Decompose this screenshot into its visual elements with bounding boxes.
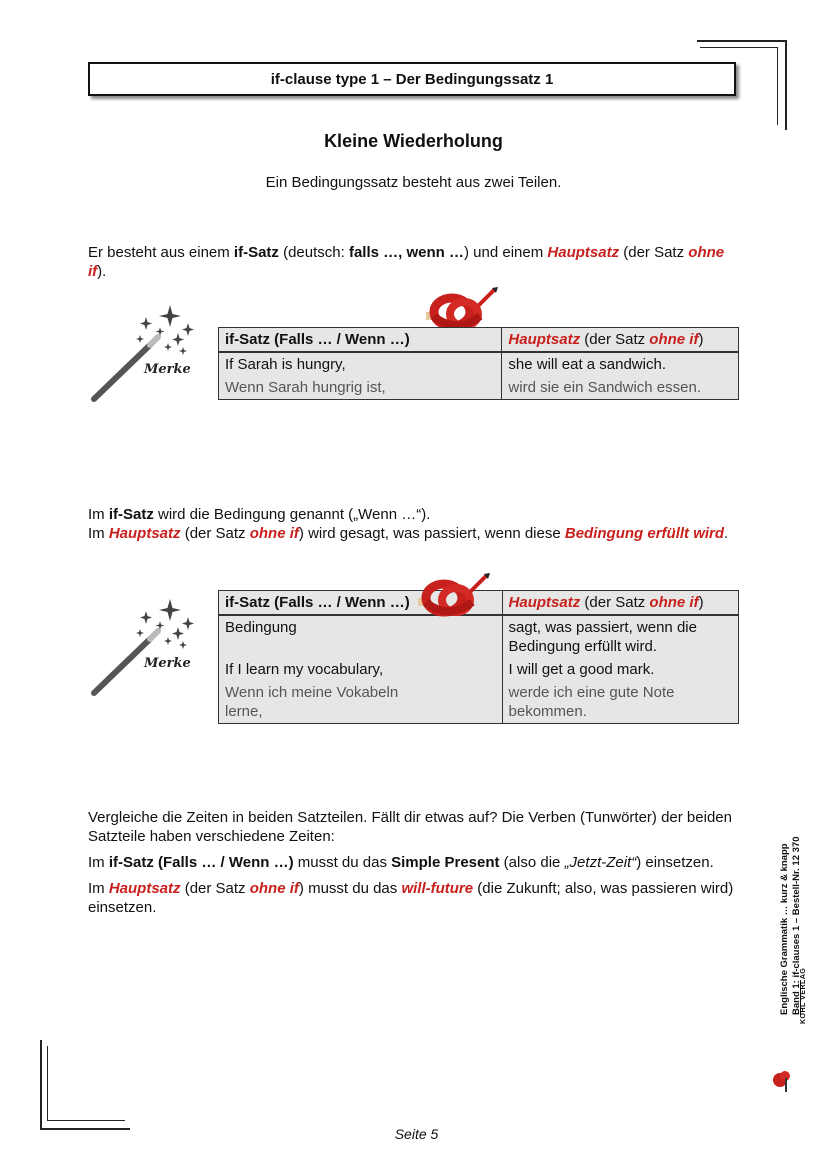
corner-line	[47, 1120, 125, 1121]
title-box	[88, 62, 736, 96]
table-row: Wenn ich meine Vokabeln lerne, werde ich eine gute Note bekommen.	[219, 681, 739, 724]
merke-label: Merke	[144, 362, 191, 377]
page-title: if-clause type 1 – Der Bedingungssatz 1	[270, 70, 554, 88]
table-header-main: Hauptsatz (der Satz ohne if)	[502, 328, 739, 353]
sidebar-line-2: Band 1: if-clauses 1 – Bestell-Nr. 12 370	[791, 836, 802, 1015]
knotted-pencil-icon	[416, 572, 492, 620]
merke-label: Merke	[144, 656, 191, 671]
tree-logo-icon	[770, 1022, 800, 1094]
sidebar-line-1: Englische Grammatik … kurz & knapp	[779, 843, 790, 1015]
table-row: If I learn my vocabulary, I will get a good mark.	[219, 658, 739, 681]
publisher-logo	[770, 967, 807, 1094]
paragraph-1: Er besteht aus einem if-Satz (deutsch: falls …, wenn …) und einem Hauptsatz (der Satz ohne if).	[88, 244, 725, 280]
table-header-main: Hauptsatz (der Satz ohne if)	[502, 591, 738, 616]
corner-line	[700, 47, 778, 48]
table-header-if: if-Satz (Falls … / Wenn …)	[219, 328, 502, 353]
page-number: Seite 5	[394, 1126, 439, 1142]
paragraph-3: Vergleiche die Zeiten in beiden Satzteilen. Fällt dir etwas auf? Die Verben (Tunwörter) der beiden Satzteile haben verschiedene Zeiten: Im if-Satz (Falls … / Wenn …) musst du das Simple Present (also die „Jetzt-Zeit“) einsetzen. Im Hauptsatz (der Satz ohne if) musst du das will-future (die Zukunft; also, was passieren wird) einsetzen.	[88, 809, 734, 916]
table-header-if: if-Satz (Falls … / Wenn …)	[219, 591, 503, 616]
intro-text: Ein Bedingungssatz besteht aus zwei Teilen.	[265, 174, 562, 191]
corner-line	[785, 40, 787, 130]
corner-line	[47, 1046, 48, 1121]
table-header-row	[219, 328, 739, 353]
table-row: Wenn Sarah hungrig ist, wird sie ein Sandwich essen.	[219, 376, 739, 400]
paragraph-2: Im if-Satz wird die Bedingung genannt („Wenn …“). Im Hauptsatz (der Satz ohne if) wird gesagt, was passiert, wenn diese Bedingung erfüllt wird.	[88, 506, 729, 542]
table-row: Bedingung sagt, was passiert, wenn die Bedingung erfüllt wird.	[219, 615, 739, 658]
corner-line	[777, 47, 778, 125]
corner-line	[40, 1040, 42, 1130]
table-row: If Sarah is hungry, she will eat a sandwich.	[219, 352, 739, 376]
section-heading: Kleine Wiederholung	[324, 131, 503, 151]
corner-line	[697, 40, 787, 42]
rule-table-1	[218, 327, 739, 400]
magic-wand-icon	[88, 597, 206, 701]
publisher-name: KOHL VERLAG	[800, 967, 807, 1024]
magic-wand-icon	[88, 303, 206, 407]
